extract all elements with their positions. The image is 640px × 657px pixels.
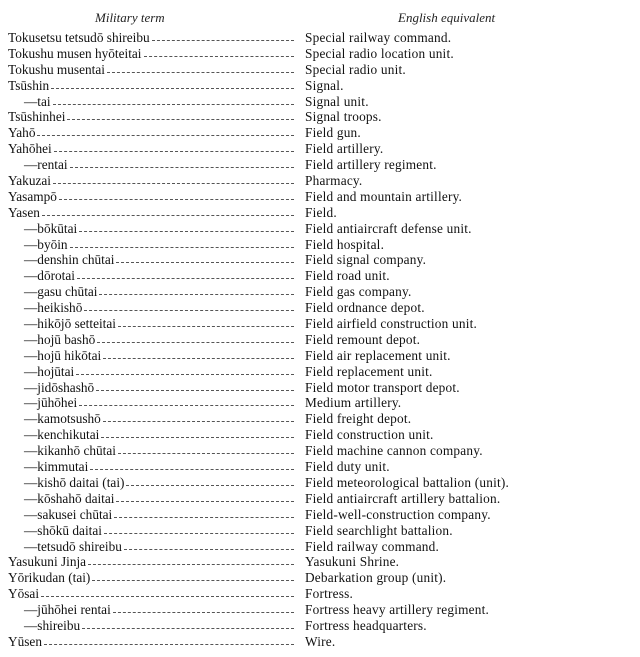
english-equivalent: Yasukuni Shrine. — [305, 554, 400, 570]
term-cell — [24, 94, 300, 110]
leader-dots — [70, 237, 294, 248]
term-cell — [24, 459, 300, 475]
leader-dots — [82, 618, 294, 629]
glossary-entry — [0, 284, 640, 300]
english-equivalent: Field gas company. — [305, 284, 412, 300]
military-term: Yōrikudan (tai) — [8, 570, 91, 586]
military-term: Tokushu musen hyōteitai — [8, 45, 142, 61]
column-headers — [0, 10, 640, 28]
english-equivalent: Field. — [305, 204, 337, 220]
english-equivalent: Field freight depot. — [305, 411, 412, 427]
english-equivalent: Field artillery. — [305, 141, 384, 157]
glossary-entry — [0, 205, 640, 221]
english-equivalent: Field antiaircraft defense unit. — [305, 220, 472, 236]
military-term: —hikōjō setteitai — [24, 316, 116, 332]
term-cell — [8, 554, 300, 570]
leader-dots — [90, 459, 294, 470]
leader-dots — [116, 491, 294, 502]
glossary-entry — [0, 62, 640, 78]
term-cell — [24, 252, 300, 268]
term-cell — [8, 62, 300, 78]
term-cell — [8, 30, 300, 46]
military-term: —hojū bashō — [24, 331, 96, 347]
term-cell — [8, 634, 300, 650]
glossary-entry — [0, 459, 640, 475]
english-equivalent: Fortress. — [305, 586, 353, 602]
glossary-entry — [0, 570, 640, 586]
english-equivalent: Pharmacy. — [305, 173, 363, 189]
leader-dots — [118, 443, 294, 454]
glossary-entry — [0, 395, 640, 411]
military-term: —tai — [24, 93, 51, 109]
english-equivalent: Field artillery regiment. — [305, 157, 437, 173]
glossary-entry — [0, 427, 640, 443]
leader-dots — [101, 427, 294, 438]
military-term: —jūhōhei — [24, 395, 78, 411]
term-cell — [24, 618, 300, 634]
term-cell — [24, 395, 300, 411]
leader-dots — [84, 300, 294, 311]
english-equivalent: Field meteorological battalion (unit). — [305, 474, 510, 490]
english-equivalent: Field replacement unit. — [305, 363, 433, 379]
english-equivalent: Field road unit. — [305, 268, 390, 284]
military-term: Yahōhei — [8, 141, 52, 157]
term-cell — [24, 539, 300, 555]
glossary-entry — [0, 268, 640, 284]
leader-dots — [104, 523, 294, 534]
glossary-entry — [0, 94, 640, 110]
military-term: —kikanhō chūtai — [24, 443, 116, 459]
term-cell — [8, 46, 300, 62]
military-term: Yakuzai — [8, 173, 51, 189]
glossary-entry — [0, 411, 640, 427]
glossary-entry — [0, 189, 640, 205]
military-term: —hojū hikōtai — [24, 347, 102, 363]
english-equivalent: Fortress heavy artillery regiment. — [305, 602, 490, 618]
military-term: Yasampō — [8, 188, 57, 204]
term-cell — [24, 268, 300, 284]
term-cell — [8, 586, 300, 602]
leader-dots — [44, 634, 294, 645]
military-term: —gasu chūtai — [24, 284, 98, 300]
glossary-entry — [0, 125, 640, 141]
english-equivalent: Field railway command. — [305, 538, 440, 554]
military-term: —shireibu — [24, 617, 81, 633]
glossary-entry — [0, 539, 640, 555]
military-term: Tokushu musentai — [8, 61, 105, 77]
term-cell — [24, 284, 300, 300]
term-cell — [24, 380, 300, 396]
leader-dots — [113, 602, 294, 613]
military-term: —dōrotai — [24, 268, 75, 284]
leader-dots — [41, 586, 294, 597]
leader-dots — [67, 109, 294, 120]
term-cell — [24, 237, 300, 253]
term-cell — [24, 221, 300, 237]
glossary-entry — [0, 380, 640, 396]
leader-dots — [144, 46, 294, 57]
term-cell — [8, 173, 300, 189]
military-term: —bōkūtai — [24, 220, 78, 236]
leader-dots — [37, 125, 294, 136]
english-equivalent: Field and mountain artillery. — [305, 188, 463, 204]
english-equivalent: Special radio unit. — [305, 61, 406, 77]
military-term: Tokusetsu tetsudō shireibu — [8, 30, 150, 45]
leader-dots — [107, 62, 294, 73]
glossary-entry — [0, 586, 640, 602]
leader-dots — [88, 554, 294, 565]
term-cell — [24, 157, 300, 173]
term-cell — [24, 491, 300, 507]
military-term: —rentai — [24, 157, 68, 173]
glossary-entry — [0, 46, 640, 62]
term-cell — [24, 523, 300, 539]
leader-dots — [59, 189, 294, 200]
glossary-entry — [0, 523, 640, 539]
leader-dots — [99, 284, 294, 295]
english-equivalent: Field ordnance depot. — [305, 300, 425, 316]
term-cell — [24, 443, 300, 459]
glossary-entry — [0, 554, 640, 570]
military-term: —denshin chūtai — [24, 252, 115, 268]
english-equivalent: Field duty unit. — [305, 459, 390, 475]
leader-dots — [53, 94, 294, 105]
glossary-entry — [0, 316, 640, 332]
term-cell — [24, 364, 300, 380]
english-equivalent: Signal unit. — [305, 93, 369, 109]
english-equivalent: Field searchlight battalion. — [305, 522, 453, 538]
leader-dots — [116, 252, 294, 263]
leader-dots — [70, 157, 294, 168]
leader-dots — [124, 539, 294, 550]
glossary-entry — [0, 348, 640, 364]
term-cell — [8, 205, 300, 221]
english-equivalent: Field hospital. — [305, 236, 385, 252]
leader-dots — [79, 221, 294, 232]
english-equivalent: Field gun. — [305, 125, 361, 141]
english-equivalent: Field airfield construction unit. — [305, 316, 478, 332]
english-equivalent: Debarkation group (unit). — [305, 570, 447, 586]
glossary-entry — [0, 634, 640, 650]
english-equivalent: Field motor transport depot. — [305, 379, 460, 395]
glossary-entry — [0, 252, 640, 268]
english-equivalent: Special radio location unit. — [305, 45, 454, 61]
military-term: Yasen — [8, 204, 40, 220]
glossary-entry — [0, 237, 640, 253]
military-term: —jidōshashō — [24, 379, 95, 395]
military-term: Yahō — [8, 125, 36, 141]
glossary-entry — [0, 221, 640, 237]
term-cell — [24, 348, 300, 364]
leader-dots — [96, 380, 294, 391]
term-cell — [24, 316, 300, 332]
glossary-entry — [0, 173, 640, 189]
english-equivalent: Field signal company. — [305, 252, 427, 268]
military-term: —kamotsushō — [24, 411, 101, 427]
glossary-list — [0, 30, 640, 650]
leader-dots — [51, 78, 294, 89]
military-term: —kimmutai — [24, 459, 89, 475]
glossary-entry — [0, 364, 640, 380]
military-term: Tsūshinhei — [8, 109, 66, 125]
english-equivalent: Signal. — [305, 77, 344, 93]
glossary-entry — [0, 78, 640, 94]
military-term: —sakusei chūtai — [24, 506, 113, 522]
glossary-entry — [0, 109, 640, 125]
term-cell — [8, 189, 300, 205]
term-cell — [24, 427, 300, 443]
leader-dots — [114, 507, 294, 518]
glossary-entry — [0, 443, 640, 459]
military-term: —shōkū daitai — [24, 522, 102, 538]
military-term: Yasukuni Jinja — [8, 554, 87, 570]
military-term: Tsūshin — [8, 77, 50, 93]
military-term: —heikishō — [24, 300, 83, 316]
leader-dots — [118, 316, 294, 327]
glossary-entry — [0, 618, 640, 634]
term-cell — [24, 475, 300, 491]
english-equivalent: Special railway command. — [305, 30, 452, 45]
english-equivalent-header: English equivalent — [398, 10, 496, 25]
glossary-entry — [0, 475, 640, 491]
english-equivalent: Wire. — [305, 633, 336, 649]
leader-dots — [103, 348, 294, 359]
leader-dots — [77, 268, 294, 279]
leader-dots — [92, 570, 294, 581]
glossary-entry — [0, 332, 640, 348]
english-equivalent: Medium artillery. — [305, 395, 402, 411]
glossary-entry — [0, 491, 640, 507]
english-equivalent: Signal troops. — [305, 109, 382, 125]
english-equivalent: Field air replacement unit. — [305, 347, 451, 363]
term-cell — [24, 332, 300, 348]
leader-dots — [53, 173, 294, 184]
military-term: —kōshahō daitai — [24, 490, 115, 506]
leader-dots — [103, 411, 294, 422]
leader-dots — [76, 364, 294, 375]
military-term: —tetsudō shireibu — [24, 538, 122, 554]
military-term: —jūhōhei rentai — [24, 602, 111, 618]
english-equivalent: Fortress headquarters. — [305, 617, 427, 633]
english-equivalent: Field remount depot. — [305, 331, 421, 347]
term-cell — [8, 78, 300, 94]
glossary-entry — [0, 30, 640, 46]
leader-dots — [54, 141, 294, 152]
military-term: Yōsai — [8, 586, 40, 602]
term-cell — [8, 125, 300, 141]
term-cell — [24, 300, 300, 316]
glossary-entry — [0, 507, 640, 523]
military-term: —hojūtai — [24, 363, 75, 379]
glossary-entry — [0, 602, 640, 618]
english-equivalent: Field-well-construction company. — [305, 506, 491, 522]
term-cell — [24, 602, 300, 618]
term-cell — [24, 411, 300, 427]
military-term: —byōin — [24, 236, 68, 252]
term-cell — [8, 109, 300, 125]
english-equivalent: Field antiaircraft artillery battalion. — [305, 490, 501, 506]
term-cell — [8, 570, 300, 586]
glossary-entry — [0, 141, 640, 157]
military-term: —kishō daitai (tai) — [24, 474, 125, 490]
leader-dots — [79, 395, 294, 406]
leader-dots — [152, 30, 294, 41]
leader-dots — [126, 475, 294, 486]
military-term-header: Military term — [95, 10, 165, 25]
leader-dots — [97, 332, 294, 343]
military-term: Yūsen — [8, 633, 42, 649]
military-term: —kenchikutai — [24, 427, 100, 443]
term-cell — [8, 141, 300, 157]
glossary-entry — [0, 157, 640, 173]
glossary-entry — [0, 300, 640, 316]
english-equivalent: Field machine cannon company. — [305, 443, 483, 459]
english-equivalent: Field construction unit. — [305, 427, 434, 443]
term-cell — [24, 507, 300, 523]
leader-dots — [42, 205, 294, 216]
